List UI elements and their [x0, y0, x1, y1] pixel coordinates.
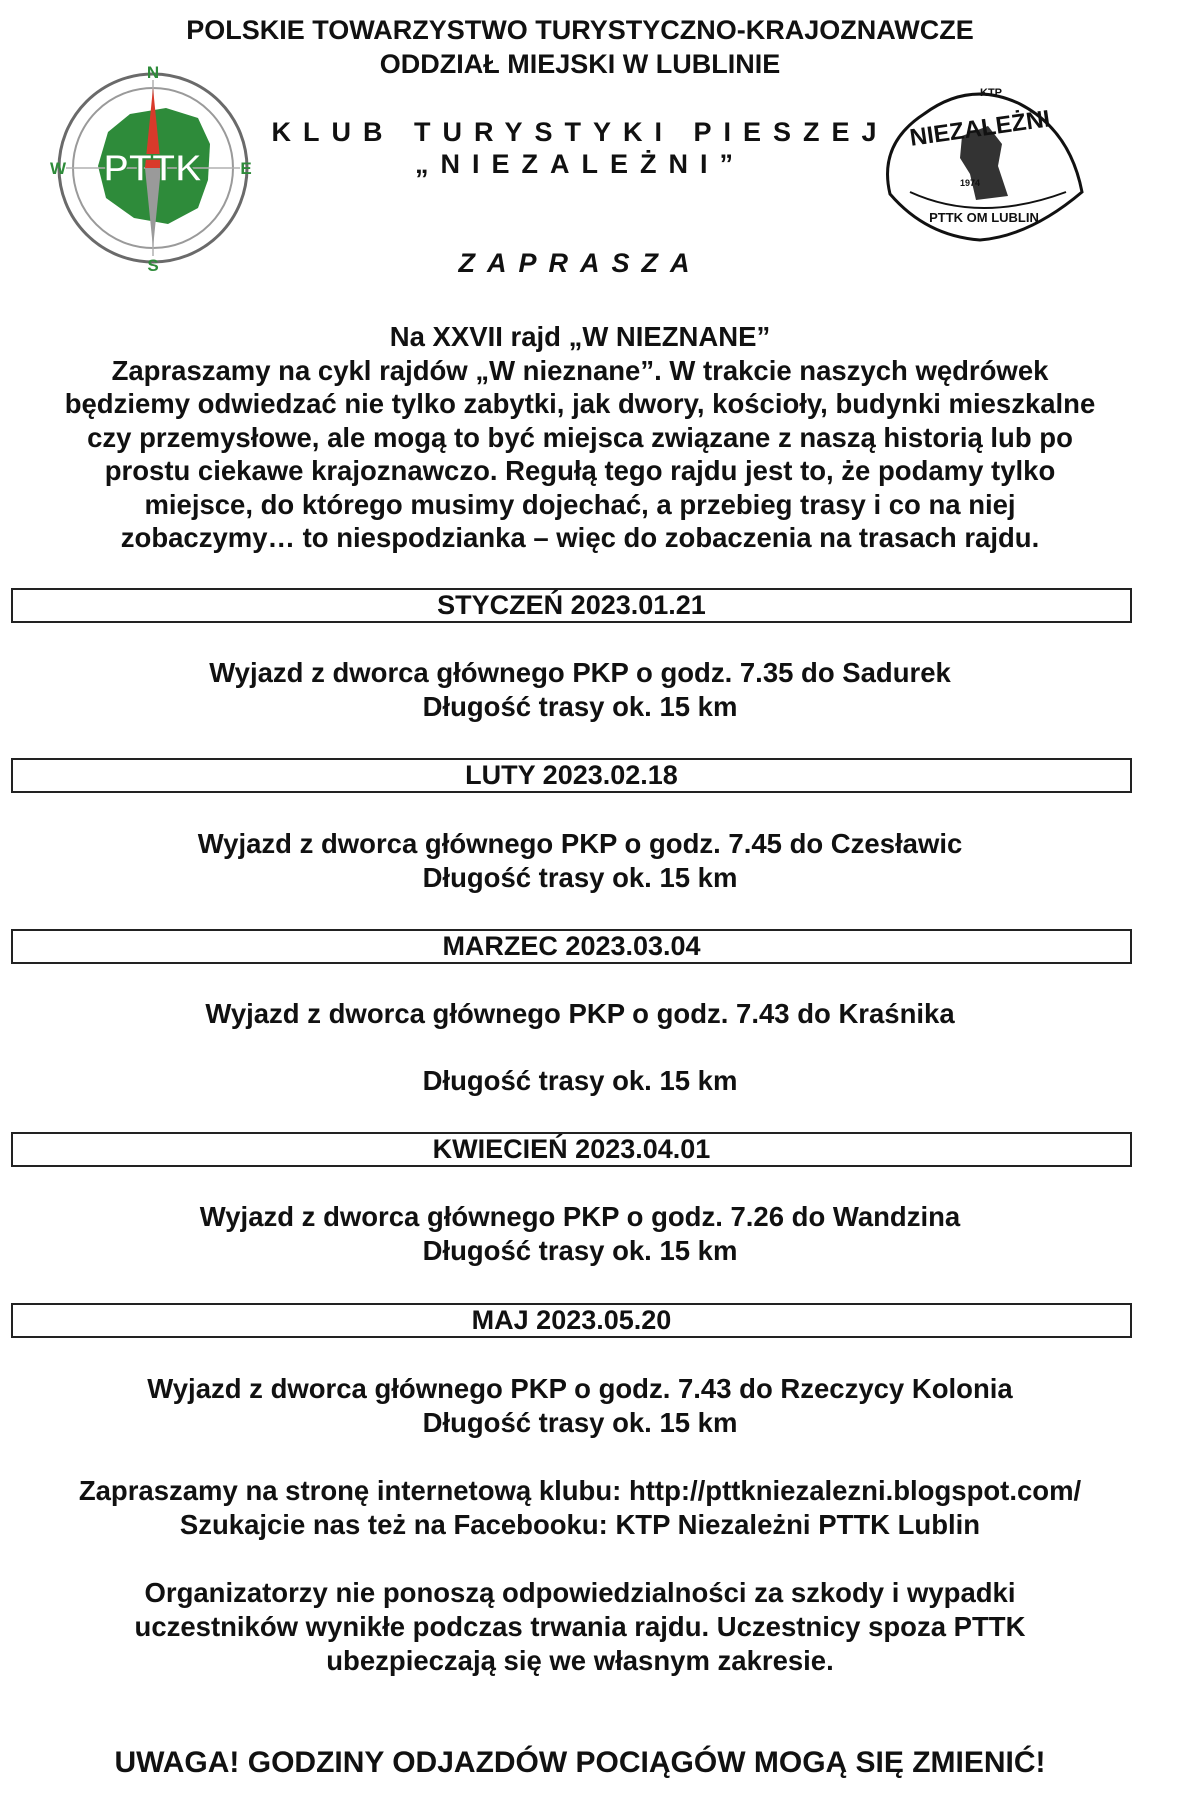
trip-departure: Wyjazd z dworca głównego PKP o godz. 7.43 do Kraśnika — [205, 998, 955, 1029]
club-name: KLUB TURYSTYKI PIESZEJ — [271, 117, 889, 147]
trip-date-box: KWIECIEŃ 2023.04.01 — [11, 1132, 1132, 1167]
intro-line-5: miejsce, do którego musimy dojechać, a przebieg trasy i co na niej — [144, 489, 1016, 520]
trip-length: Długość trasy ok. 15 km — [422, 1065, 738, 1096]
club-logo-year: 1974 — [959, 178, 981, 188]
trip-date-box: LUTY 2023.02.18 — [11, 758, 1132, 793]
club-logo-bottom-text: PTTK OM LUBLIN — [929, 210, 1039, 225]
club-logo-name: NIEZALEŻNI — [908, 105, 1052, 152]
trip-departure: Wyjazd z dworca głównego PKP o godz. 7.26 do Wandzina — [199, 1201, 961, 1232]
trip-length: Długość trasy ok. 15 km — [422, 862, 738, 893]
intro-line-3: czy przemysłowe, ale mogą to być miejsca związane z naszą historią lub po — [87, 422, 1073, 453]
invites-heading: ZAPRASZA — [458, 248, 702, 278]
disclaimer-line-2: uczestników wynikłe podczas trwania rajdu. Uczestnicy spoza PTTK — [134, 1611, 1026, 1642]
schedule-warning: UWAGA! GODZINY ODJAZDÓW POCIĄGÓW MOGĄ SIĘ ZMIENIĆ! — [114, 1746, 1046, 1779]
rally-title: Na XXVII rajd „W NIEZNANE” — [389, 321, 771, 352]
website-line: Zapraszamy na stronę internetową klubu: http://pttkniezalezni.blogspot.com/ — [78, 1475, 1082, 1506]
pttk-logo-text: PTTK — [103, 148, 203, 190]
trip-departure: Wyjazd z dworca głównego PKP o godz. 7.35 do Sadurek — [209, 657, 951, 688]
club-logo — [870, 74, 1092, 252]
org-branch: ODDZIAŁ MIEJSKI W LUBLINIE — [379, 49, 781, 79]
club-logo-top-text: KTP — [980, 87, 1002, 99]
intro-line-4: prostu ciekawe krajoznawczo. Regułą tego rajdu jest to, że podamy tylko — [104, 455, 1056, 486]
trip-date-box: MAJ 2023.05.20 — [11, 1303, 1132, 1338]
compass-north-letter: N — [146, 63, 160, 82]
pttk-logo — [48, 62, 258, 274]
trip-length: Długość trasy ok. 15 km — [422, 1235, 738, 1266]
disclaimer-line-3: ubezpieczają się we własnym zakresie. — [326, 1645, 834, 1676]
trip-date-box: STYCZEŃ 2023.01.21 — [11, 588, 1132, 623]
trip-date-box: MARZEC 2023.03.04 — [11, 929, 1132, 964]
intro-line-6: zobaczymy… to niespodzianka – więc do zobaczenia na trasach rajdu. — [120, 522, 1040, 553]
disclaimer-line-1: Organizatorzy nie ponoszą odpowiedzialności za szkody i wypadki — [144, 1577, 1016, 1608]
compass-west-letter: W — [49, 159, 67, 178]
trip-length: Długość trasy ok. 15 km — [422, 691, 738, 722]
intro-line-2: będziemy odwiedzać nie tylko zabytki, jak dwory, kościoły, budynki mieszkalne — [64, 388, 1096, 419]
trip-departure: Wyjazd z dworca głównego PKP o godz. 7.45 do Czesławic — [197, 828, 963, 859]
org-name: POLSKIE TOWARZYSTWO TURYSTYCZNO-KRAJOZNAWCZE — [186, 15, 974, 45]
facebook-line: Szukajcie nas też na Facebooku: KTP Niezależni PTTK Lublin — [179, 1509, 981, 1540]
trip-departure: Wyjazd z dworca głównego PKP o godz. 7.43 do Rzeczycy Kolonia — [147, 1373, 1013, 1404]
compass-east-letter: E — [240, 159, 252, 178]
compass-south-letter: S — [147, 256, 159, 274]
intro-line-1: Zapraszamy na cykl rajdów „W nieznane”. W trakcie naszych wędrówek — [111, 355, 1049, 386]
trip-length: Długość trasy ok. 15 km — [422, 1407, 738, 1438]
club-nickname: „NIEZALEŻNI” — [415, 149, 745, 179]
